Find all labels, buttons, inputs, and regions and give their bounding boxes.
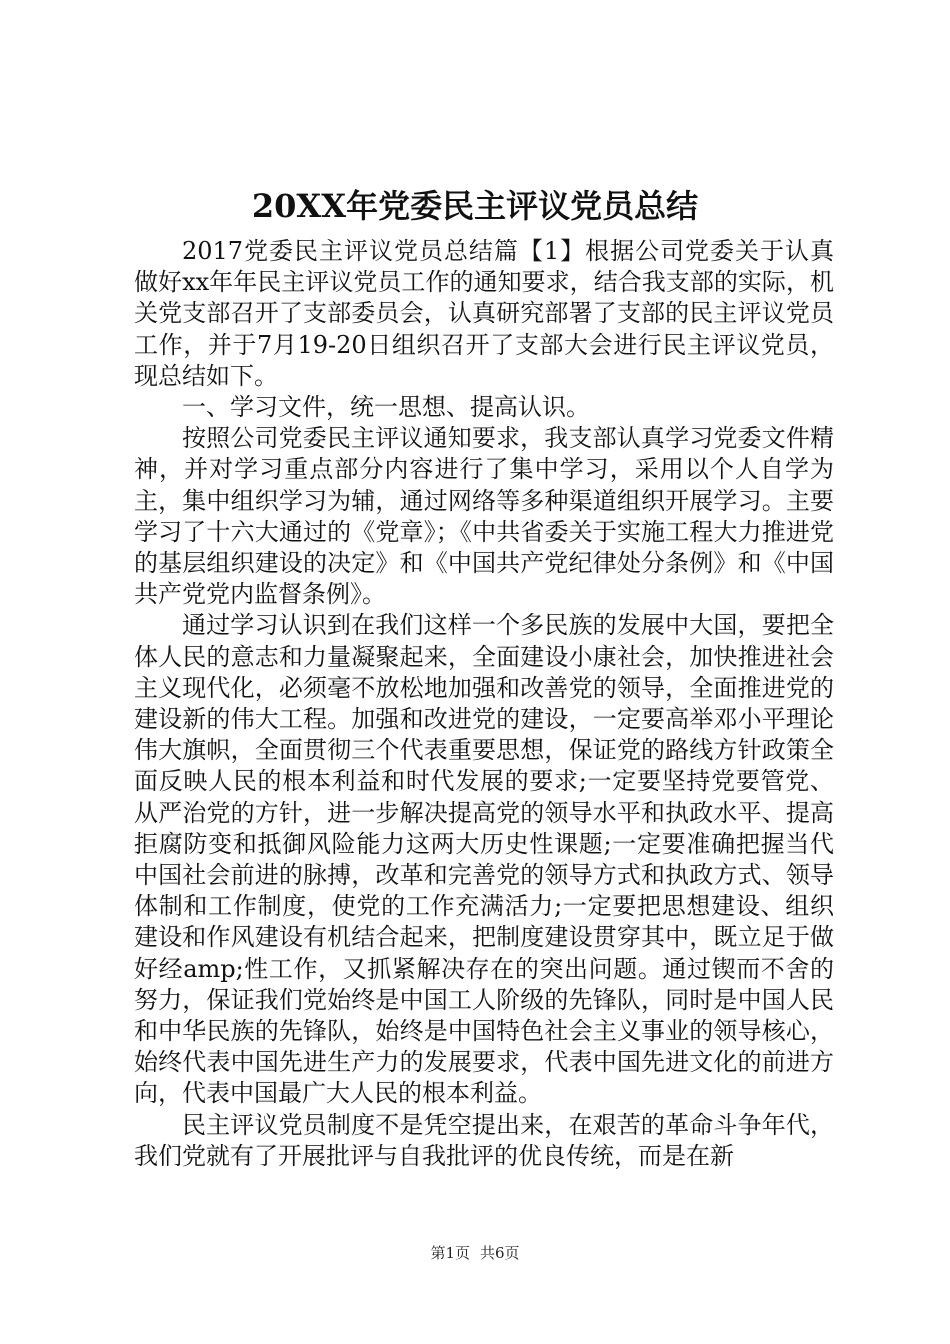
document-title: 20XX年党委民主评议党员总结 (251, 187, 699, 225)
section-heading: 一、学习文件，统一思想、提高认识。 (182, 393, 590, 422)
paragraph: 民主评议党员制度不是凭空提出来，在艰苦的革命斗争年代，我们党就有了开展批评与自我批评的优良传统，而是在新 (134, 1110, 834, 1170)
paragraph: 按照公司党委民主评议通知要求，我支部认真学习党委文件精神，并对学习重点部分内容进行了集中学习，采用以个人自学为主，集中组织学习为辅，通过网络等多种渠道组织开展学习。主要学习了十六大通过的《党章》；《中共省委关于实施工程大力推进党的基层组织建设的决定》和《中国共产党纪律处分条例》和《中国共产党党内监督条例》。 (134, 424, 834, 609)
page-total: 共6页 (480, 1244, 520, 1262)
page-footer (0, 1243, 950, 1263)
paragraph: 通过学习认识到在我们这样一个多民族的发展中大国，要把全体人民的意志和力量凝聚起来，全面建设小康社会，加快推进社会主义现代化，必须毫不放松地加强和改善党的领导，全面推进党的建设新的伟大工程。加强和改进党的建设，一定要高举邓小平理论伟大旗帜，全面贯彻三个代表重要思想，保证党的路线方针政策全面反映人民的根本利益和时代发展的要求;一定要坚持党要管党、从严治党的方针，进一步解决提高党的领导水平和执政水平、提高拒腐防变和抵御风险能力这两大历史性课题;一定要准确把握当代中国社会前进的脉搏，改革和完善党的领导方式和执政方式、领导体制和工作制度，使党的工作充满活力;一定要把思想建设、组织建设和作风建设有机结合起来，把制度建设贯穿其中，既立足于做好经amp;性工作，又抓紧解决存在的突出问题。通过锲而不舍的努力，保证我们党始终是中国工人阶级的先锋队，同时是中国人民和中华民族的先锋队，始终是中国特色社会主义事业的领导核心，始终代表中国先进生产力的发展要求，代表中国先进文化的前进方向，代表中国最广大人民的根本利益。 (134, 611, 834, 1108)
page-number: 第1页 (430, 1244, 470, 1262)
document-body (134, 236, 834, 1172)
paragraph: 2017党委民主评议党员总结篇【1】根据公司党委关于认真做好xx年年民主评议党员工作的通知要求，结合我支部的实际，机关党支部召开了支部委员会，认真研究部署了支部的民主评议党员工作，并于7月19-20日组织召开了支部大会进行民主评议党员，现总结如下。 (134, 237, 834, 390)
